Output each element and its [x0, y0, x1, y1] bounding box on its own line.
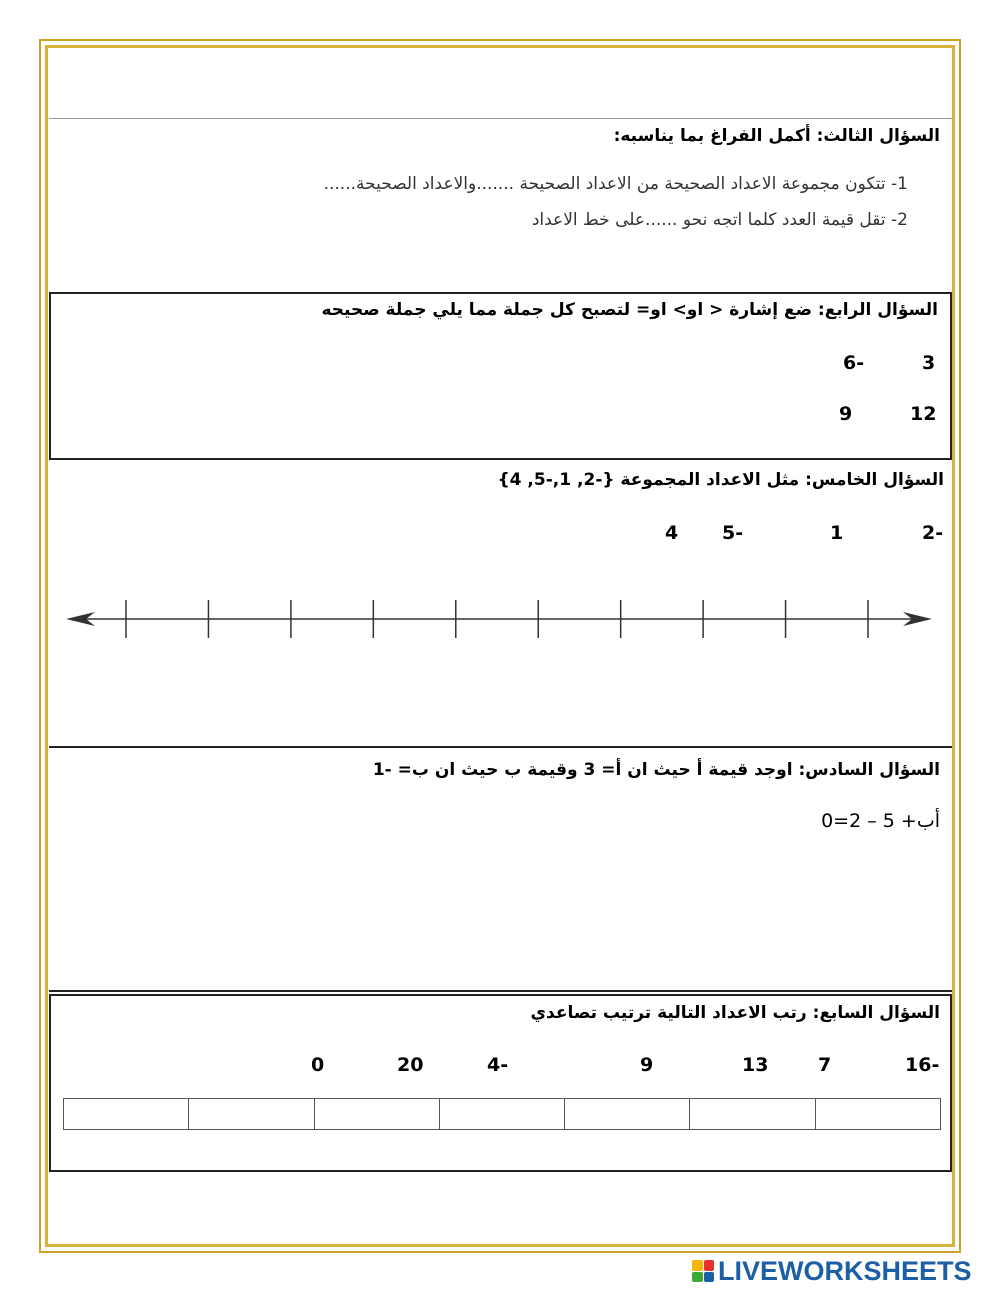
q5-title: السؤال الخامس: مثل الاعداد المجموعة {-2, 1,-5, 4} — [497, 470, 944, 490]
q7-number-6: 20 — [397, 1054, 424, 1076]
answer-cell[interactable] — [690, 1099, 815, 1130]
q4-title: السؤال الرابع: ضع إشارة < او> او= لتصبح كل جملة مما يلي جملة صحيحه — [321, 300, 938, 320]
q3-item-1: 1- تتكون مجموعة الاعداد الصحيحة من الاعداد الصحيحة .......والاعداد الصحيحة...... — [323, 174, 908, 194]
q6-section — [49, 748, 952, 992]
q4-row1-b: 6- — [843, 352, 865, 374]
answer-cell[interactable] — [439, 1099, 564, 1130]
q3-item-2: 2- تقل قيمة العدد كلما اتجه نحو ......على خط الاعداد — [531, 210, 908, 230]
liveworksheets-logo-text: LIVEWORKSHEETS — [718, 1255, 972, 1286]
q7-number-7: 0 — [311, 1054, 325, 1076]
q6-title: السؤال السادس: اوجد قيمة أ حيث ان أ= 3 وقيمة ب حيث ان ب= -1 — [372, 760, 940, 780]
answer-table — [63, 1098, 941, 1130]
q6-equation: أب+ 5 – 2=0 — [821, 810, 940, 832]
answer-cell[interactable] — [314, 1099, 439, 1130]
liveworksheets-logo-icon — [692, 1260, 714, 1282]
q7-number-5: 4- — [487, 1054, 509, 1076]
number-line[interactable] — [0, 580, 1000, 660]
q5-number-2: 1 — [830, 522, 844, 544]
q7-number-1: 16- — [905, 1054, 940, 1076]
answer-cell[interactable] — [64, 1099, 189, 1130]
q7-title: السؤال السابع: رتب الاعداد التالية ترتيب تصاعدي — [530, 1003, 940, 1023]
q5-number-4: 4 — [665, 522, 679, 544]
q3-title: السؤال الثالث: أكمل الفراغ بما يناسبه: — [613, 126, 940, 146]
liveworksheets-logo — [692, 1256, 972, 1286]
q7-number-2: 7 — [818, 1054, 832, 1076]
answer-cell[interactable] — [189, 1099, 314, 1130]
q5-number-3: 5- — [722, 522, 744, 544]
q7-number-4: 9 — [640, 1054, 654, 1076]
answer-cell[interactable] — [565, 1099, 690, 1130]
q4-row2-b: 9 — [839, 403, 853, 425]
q4-row1-a: 3 — [922, 352, 936, 374]
answer-cell[interactable] — [815, 1099, 940, 1130]
q4-row2-a: 12 — [910, 403, 937, 425]
q7-number-3: 13 — [742, 1054, 769, 1076]
q5-number-1: 2- — [922, 522, 944, 544]
